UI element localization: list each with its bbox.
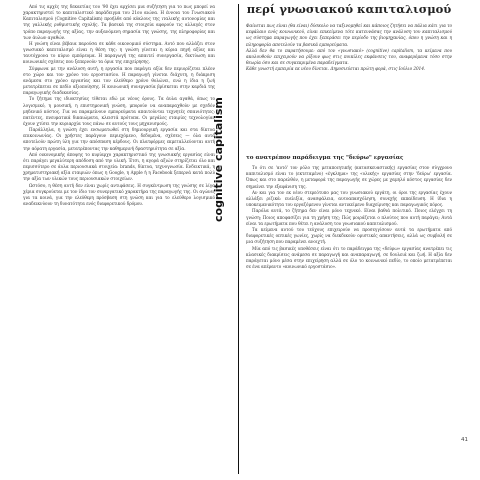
right-column xyxy=(246,165,452,270)
section-heading: το ανατρέπον παράδειγμα της "δεύρω" εργασίας xyxy=(246,155,404,161)
section-label-vertical: cognitive capitalism xyxy=(212,97,225,222)
left-paragraph-1: Από τις αρχές της δεκαετίας του '90 έχει αρχίσει μια συζήτηση για το πως μπορεί να χαρακτηριστεί το καπιταλιστικό παράδειγμα του 21ου αιώνα. Η έννοια του Γνωσιακού Καπιταλισμού (Cognitive Capitalism) προήλθε από κύκλους της ιταλικής αυτονομίας και της γαλλικής ρυθμιστικής σχολής. Τα βασικά της στοιχεία αφορούν τις αλλαγές στον τρόπο παραγωγής της αξίας, την αυξανόμενη σημασία της γνώσης, της πληροφορίας και των άυλων αγαθών. xyxy=(23,4,215,40)
right-paragraph-1: Το ότι σε 'αυτό' τον ρόλο της μεταποιητικής (κατασκευαστικής) εργασίας στον σύγχρονο καπιταλισμό είναι το (εκτεταμένο) «έγκλημα» της «υλικής» εργασίας στην 'δεύρω' εργασία. Όπως και στο παρελθόν, η μεταφορά της παραγωγής σε χώρες με χαμηλό κόστος εργασίας δεν σημαίνει την εξαφάνιση της. xyxy=(246,165,452,189)
page-number: 41 xyxy=(461,437,468,443)
left-paragraph-2: Η γνώση είναι βέβαια παρούσα σε κάθε οικονομικό σύστημα. Αυτό που αλλάζει στον γνωσιακό καπιταλισμό είναι η θέση της: η γνώση γίνεται η κύρια πηγή αξίας και ταυτόχρονα το κύριο εμπόρευμα. Η παραγωγή της απαιτεί συνεργασία, δικτύωση και κοινωνικές σχέσεις που ξεπερνούν τα όρια της επιχείρησης. xyxy=(23,40,215,65)
title-block xyxy=(246,2,452,16)
left-paragraph-3: Σύμφωνα με την ανάλυση αυτή, η εργασία που παράγει αξία δεν περιορίζεται πλέον στο χώρο και τον χρόνο του εργοστασίου. Η παραγωγή γίνεται διάχυτη, η διάκριση ανάμεσα στο χρόνο εργασίας και τον ελεύθερο χρόνο θολώνει, ενώ η ίδια η ζωή μετατρέπεται σε πεδίο αξιοποίησης. Η κοινωνική συνεργασία βρίσκεται στην καρδιά της παραγωγικής διαδικασίας. xyxy=(23,65,215,96)
right-paragraph-5: Μία από τις βασικές υποθέσεις είναι ότι το παράδειγμα της «δεύρω» εργασίας ανατρέπει τις κλασικές διακρίσεις ανάμεσα σε παραγωγή και αναπαραγωγή, σε δουλειά και ζωή. Η αξία δεν παράγεται μόνο μέσα στην επιχείρηση αλλά σε όλο το κοινωνικό πεδίο, το οποίο μετατρέπεται σε ένα απέραντο «κοινωνικό εργοστάσιο». xyxy=(246,245,452,270)
intro-paragraph-1: Φαίνεται πως είναι (θα είναι) δύσκολο να ταξινομηθεί και κάποιος ζητήσει να πάλια κάτι για το κεφάλαιο ενός κοινωνικού, είναι επικείμενα τότε κατευνάσας την ανάλυση του καπιταλισμού ως σύστημα παραγωγής που έχει ξεπεράσει την περίοδο της βιομηχανίας, όπου η γνώση και η πληροφορία αποτελούν τα βασικά εμπορεύματα. xyxy=(246,23,452,47)
right-paragraph-4: Τα κείμενα αυτού του τεύχους επιχειρούν να προσεγγίσουν αυτά τα ερωτήματα από διαφορετικές οπτικές γωνίες, χωρίς να διεκδικούν οριστικές απαντήσεις, αλλά ως συμβολή σε μια συζήτηση που παραμένει ανοιχτή. xyxy=(246,227,452,245)
left-paragraph-5: Παράλληλα, η γνώση έχει ενσωματωθεί στη δημιουργική εργασία και στα δίκτυα επικοινωνίας. Οι χρήστες παράγουν περιεχόμενο, δεδομένα, σχέσεις — όλα αυτά αποτελούν πρώτη ύλη για την απόσπαση κέρδους. Οι πλατφόρμες εκμεταλλεύονται αυτή την αόρατη εργασία, μετατρέποντας την καθημερινή δραστηριότητα σε αξία. xyxy=(23,127,215,151)
intro-paragraph-2: Αλλά δεν θα το παρατήσουμε: από τον «γνωσιακό» (cognitive) capitalism, τα κείμενα που ακολουθούν επιχειρούν να ρίξουν φως στις ποικίλες εκφάνσεις του, αναφερόμενα τόσο στην θεωρία όσο και σε συγκεκριμένα παραδείγματα. xyxy=(246,47,452,66)
left-column xyxy=(23,4,215,207)
intro-block xyxy=(246,23,452,73)
page-title: περί γνωσιακού καπιταλισμού xyxy=(246,2,452,16)
right-paragraph-2: Αν και για τον εκ νέου στερεότυπο μας του γνωσιακού εργάτη, οι όροι της εργασίας έχουν αλλάξει ριζικά: ευελιξία, ανασφάλεια, αυτοαπασχόληση, συνεχής εκπαίδευση. Η ίδια η υποκειμενικότητα του εργαζόμενου γίνεται αντικείμενο διαχείρισης και παραγωγικός πόρος. xyxy=(246,189,452,208)
left-paragraph-7: Ωστόσο, η θέση αυτή δεν είναι χωρίς αντιφάσεις. Η συγκέντρωση της γνώσης σε λίγα χέρια συγκρούεται με τον ίδιο τον συνεργατικό χαρακτήρα της παραγωγής της. Οι αγώνες για τα κοινά, για την ελεύθερη πρόσβαση στη γνώση και για το ελεύθερο λογισμικό αναδεικνύουν τη δυνατότητα ενός διαφορετικού δρόμου. xyxy=(23,182,215,206)
vertical-rule xyxy=(238,4,239,474)
right-paragraph-3: Παρόλα αυτά, το ζήτημα δεν είναι μόνο τεχνικό. Είναι βαθιά πολιτικό. Ποιος ελέγχει τη γνώση; Ποιος αποφασίζει για τη χρήση της; Πώς μοιράζεται ο πλούτος που αυτή παράγει; Αυτά είναι τα ερωτήματα που θέτει η ανάλυση του γνωσιακού καπιταλισμού. xyxy=(246,208,452,226)
intro-paragraph-3: Κάθε γνωστή εμπειρία εκ νέου δίνεται. Δημοσιεύεται πρώτη φορά, στις Ιούλιο 2014. xyxy=(246,66,426,72)
left-paragraph-6: Από οικονομικής άποψης το κυρίαρχο χαρακτηριστικό της γνωσιακής εργασίας είναι ότι παράγει μεγαλύτερη απόδοση από την υλική. Έτσι, η αγορά αξιών στηρίζεται όλο και περισσότερο σε άυλα περιουσιακά στοιχεία: brands, δίκτυα, τεχνογνωσία. Ενδεικτικά, η χρηματιστηριακή αξία εταιριών όπως η Google, η Apple ή η Facebook ξεπερνά κατά πολύ την αξία των υλικών τους περιουσιακών στοιχείων. xyxy=(23,151,215,182)
left-paragraph-4: Το ζήτημα της ιδιοκτησίας τίθεται εδώ με νέους όρους. Τα άυλα αγαθά, όπως το λογισμικό, η μουσική, η επιστημονική γνώση, μπορούν να αναπαραχθούν με σχεδόν μηδενικό κόστος. Για να παραμείνουν εμπορεύματα απαιτούνται τεχνητές σπανιότητες: πατέντες, πνευματικά δικαιώματα, κλειστά πρότυπα. Οι μεγάλες εταιρίες τεχνολογίας έχουν χτίσει την κυριαρχία τους πάνω σε αυτούς τους μηχανισμούς. xyxy=(23,96,215,126)
